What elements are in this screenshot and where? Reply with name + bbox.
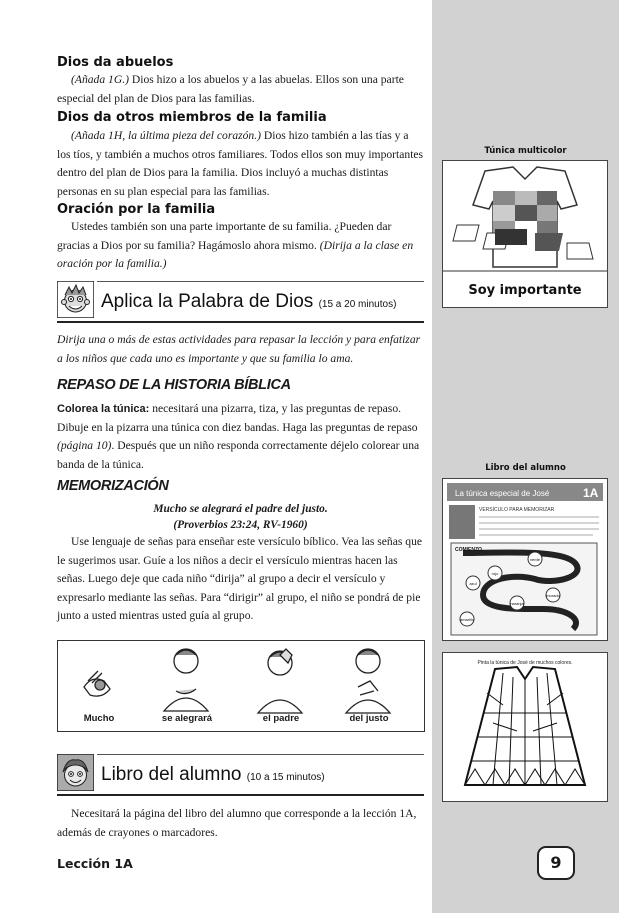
footer-lesson: Lección 1A (57, 856, 133, 871)
paragraph-memorizacion: Use lenguaje de señas para enseñar este versículo bíblico. Vea las señas que le sugerimos usar. Guíe a los niños a decir el versículo mientras hacen las señas. Luego deje que cada niño “dirija” al grupo a decir el versículo y expresarlo mediante las señas. Para “dirigir” al grupo, el niño se pondrá de pie junto a usted mientras usted guía al grupo. (57, 535, 423, 622)
tunica-illustration (443, 161, 607, 307)
maze-start: COMIENZO (455, 547, 482, 553)
book-code: 1A (583, 486, 599, 500)
coloring-tunic-illustration (443, 653, 607, 801)
paragraph-repaso (57, 400, 424, 474)
verse-line1: Mucho se alegrará el padre del justo. (153, 503, 328, 515)
sign-label: Mucho (83, 713, 115, 724)
sign-label: el padre (262, 713, 300, 724)
sign-mucho-icon (84, 671, 110, 696)
child-face-icon (57, 754, 94, 791)
heading-oracion: Oración por la familia (57, 202, 216, 217)
sign-del-justo-icon (346, 649, 390, 713)
book-sub: VERSÍCULO PARA MEMORIZAR (479, 507, 555, 513)
tunica-label: Soy importante (468, 283, 582, 298)
sign-language-panel (57, 640, 425, 732)
sign-se-alegrara-icon (164, 649, 208, 711)
paragraph-libro: Necesitará la página del libro del alumno que corresponde a la lección 1A, además de crayones o marcadores. (57, 807, 417, 839)
sign-el-padre-icon (258, 649, 302, 713)
tunica-caption: Túnica multicolor (484, 146, 567, 156)
heading-otros: Dios da otros miembros de la familia (57, 110, 327, 125)
text-abuelos: Dios hizo a los abuelos y a las abuelas. Ellos son una parte especial del plan de Dios para las familias. (57, 73, 404, 105)
page-number: 9 (537, 846, 575, 880)
repaso-ref: (página 10) (57, 439, 112, 452)
maze-color: azul (469, 581, 477, 586)
maze-color: rojo (491, 571, 499, 576)
ref-otros: (Añada 1H, la última pieza del corazón.) (71, 129, 261, 142)
sidebar (432, 0, 619, 913)
aplica-title (101, 291, 396, 313)
child-face-icon (57, 281, 94, 318)
heading-repaso: REPASO DE LA HISTORIA BÍBLICA (57, 377, 291, 393)
libro-caption: Libro del alumno (485, 463, 566, 473)
maze-color: naranja (510, 601, 524, 606)
libro-banner (57, 754, 424, 796)
libro-title-text: Libro del alumno (101, 764, 242, 785)
aplica-title-text: Aplica la Palabra de Dios (101, 291, 314, 312)
paragraph-abuelos (57, 71, 424, 108)
text-otros: Dios hizo también a las tías y a los tíos, y también a muchos otros familiares. Todos ellos son muy importantes dentro del plan de Dios para la familia. Dios incluyó a muchas distintas personas en su plan especial para las familias. (57, 129, 424, 198)
paragraph-otros (57, 127, 424, 201)
aplica-banner (57, 281, 424, 323)
aplica-time: (15 a 20 minutos) (318, 299, 397, 310)
libro-time: (10 a 15 minutos) (246, 772, 325, 783)
aplica-intro: Dirija una o más de estas actividades para repasar la lección y para enfatizar a los niños que cada uno es importante y que su familia lo ama. (57, 333, 421, 365)
maze-color: morado (546, 593, 560, 598)
banner-rule (97, 754, 424, 755)
student-book-page (442, 478, 608, 641)
book-header: La túnica especial de José (455, 489, 550, 498)
ref-abuelos: (Añada 1G.) (71, 73, 129, 86)
student-book-illustration (443, 479, 607, 640)
paragraph-oracion (57, 218, 424, 274)
libro-title (101, 764, 325, 786)
tunica-card (442, 160, 608, 308)
verse-reference: (Proverbios 23:24, RV-1960) (173, 519, 308, 531)
heading-abuelos: Dios da abuelos (57, 55, 174, 70)
heading-memorizacion: MEMORIZACIÓN (57, 478, 169, 494)
sign-label: se alegrará (161, 713, 213, 724)
maze-color: amarillo (459, 617, 475, 622)
banner-rule (97, 281, 424, 282)
repaso-text2: . Después que un niño responda correctamente déjelo colorear una banda de la túnica. (57, 439, 420, 471)
repaso-text1: necesitará una pizarra, tiza, y las preguntas de repaso. Dibuje en la pizarra una túnica con diez bandas. Haga las preguntas de repaso (57, 402, 418, 434)
text-oracion: Ustedes también son una parte importante de su familia. ¿Pueden dar gracias a Dios por su familia? Hagámoslo ahora mismo. (57, 220, 392, 252)
maze-color: verde (529, 557, 541, 562)
sign-label: del justo (349, 713, 389, 724)
repaso-lead: Colorea la túnica: (57, 403, 150, 415)
instruction-oracion: (Dirija a la clase en oración por la familia.) (57, 238, 414, 270)
coloring-title: Pinta la túnica de José de muchos colores. (477, 660, 573, 666)
coloring-page (442, 652, 608, 802)
